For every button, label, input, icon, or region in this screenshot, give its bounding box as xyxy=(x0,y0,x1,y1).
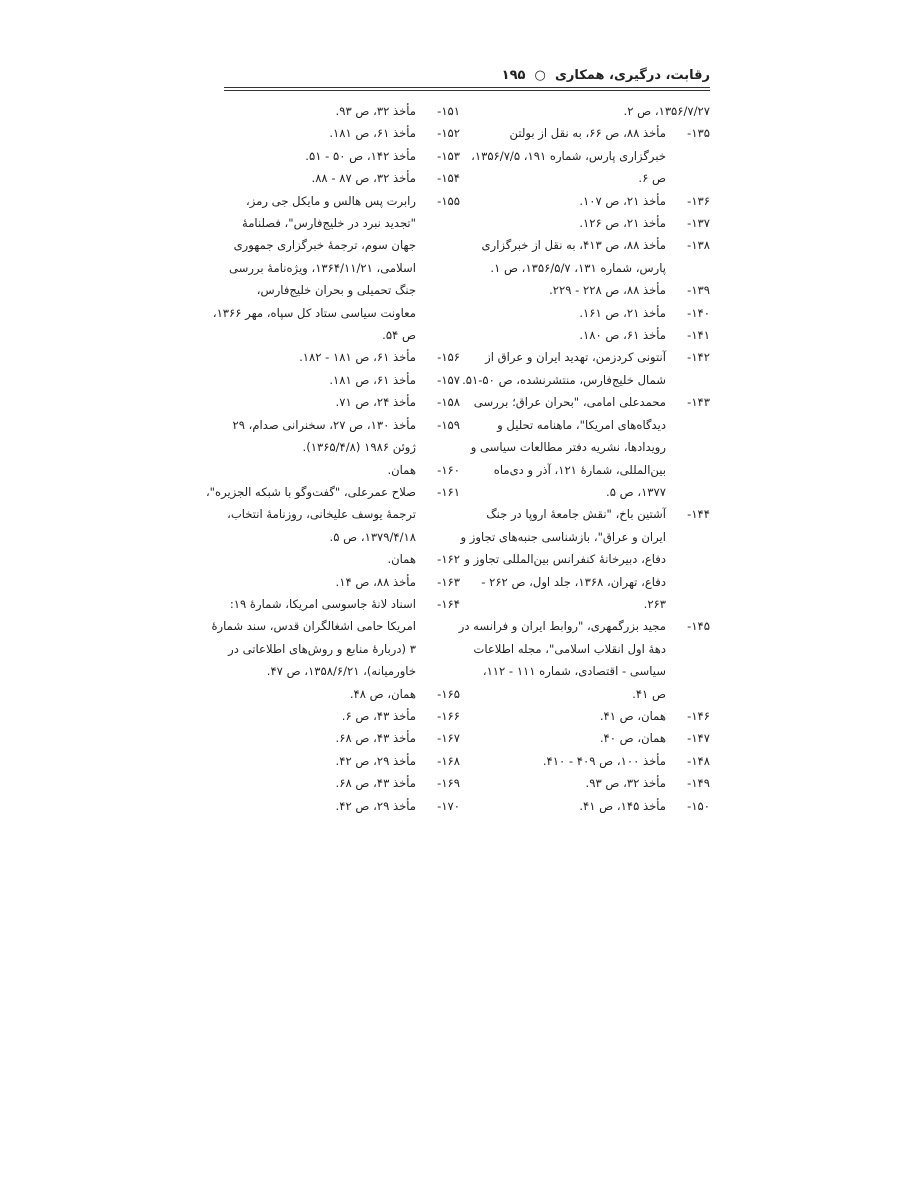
footnote-text: مأخذ ۶۱، ص ۱۸۰. xyxy=(579,328,666,343)
footnote-text: صلاح عمرعلی، "گفت‌وگو با شبکه الجزیره"، xyxy=(205,484,416,499)
footnote xyxy=(478,346,710,368)
footnote xyxy=(224,346,460,368)
footnote xyxy=(478,324,710,346)
footnote-text: مأخذ ۸۸، ص ۲۲۸ - ۲۲۹. xyxy=(549,283,666,298)
footnote-text: پارس، شماره ۱۳۱، ۱۳۵۶/۵/۷، ص ۱. xyxy=(490,260,666,275)
footnote-text: سیاسی - اقتصادی، شماره ۱۱۱ - ۱۱۲، xyxy=(482,664,666,679)
footnote-text: مأخذ ۳۲، ص ۹۳. xyxy=(585,776,666,791)
footnote-text: مأخذ ۸۸، ص ۶۶، به نقل از بولتن xyxy=(509,126,666,141)
footnote-text: ترجمهٔ یوسف علیخانی، روزنامهٔ انتخاب، xyxy=(227,507,416,522)
footnote-line xyxy=(224,660,460,682)
footnote-number: ۱۵۳- xyxy=(437,148,460,163)
footnote-text: ۱۳۷۹/۴/۱۸، ص ۵. xyxy=(329,529,416,544)
footnote-text: آنتونی کردزمن، تهدید ایران و عراق از xyxy=(485,350,666,365)
footnote-number: ۱۴۷- xyxy=(687,731,710,746)
footnote xyxy=(224,548,460,570)
footnote-text: معاونت سیاسی ستاد کل سپاه، مهر ۱۳۶۶، xyxy=(212,305,416,320)
footnote-text: مأخذ ۸۸، ص ۴۱۳، به نقل از خبرگزاری xyxy=(481,238,666,253)
footnote xyxy=(224,705,460,727)
footnote-text: ص ۵۴. xyxy=(382,328,416,343)
footnote xyxy=(224,190,460,212)
footnote-number: ۱۳۶- xyxy=(687,193,710,208)
header-rule xyxy=(224,90,710,91)
footnote xyxy=(478,705,710,727)
footnote xyxy=(224,459,460,481)
footnote-line xyxy=(460,526,710,548)
footnote-text: مأخذ ۱۰۰، ص ۴۰۹ - ۴۱۰. xyxy=(542,753,666,768)
footnote xyxy=(478,234,710,256)
footnote-number: ۱۶۵- xyxy=(437,686,460,701)
footnote-line xyxy=(224,526,460,548)
footnote-text: مأخذ ۳۲، ص ۸۷ - ۸۸. xyxy=(311,171,416,186)
footnote-text: ژوئن ۱۹۸۶ (۱۳۶۵/۴/۸). xyxy=(302,440,416,455)
footnote-text: مأخذ ۱۴۵، ص ۴۱. xyxy=(579,798,666,813)
footnote-text: ۲۶۳. xyxy=(643,596,666,611)
footnote-number: ۱۶۳- xyxy=(437,574,460,589)
footnote-line xyxy=(224,234,460,256)
footnote xyxy=(224,593,460,615)
footnote-text: امریکا حامی اشغالگران قدس، سند شمارهٔ xyxy=(211,619,416,634)
footnote xyxy=(478,795,710,817)
footnote-number: ۱۶۰- xyxy=(437,462,460,477)
footnote xyxy=(224,750,460,772)
footnote-line xyxy=(478,660,710,682)
footnote-number: ۱۴۱- xyxy=(687,328,710,343)
footnote-text: مأخذ ۲۴، ص ۷۱. xyxy=(335,395,416,410)
footnote-text: همان. xyxy=(387,552,416,567)
footnote-number: ۱۳۸- xyxy=(687,238,710,253)
footnote-line xyxy=(478,481,710,503)
footnote-number: ۱۳۹- xyxy=(687,283,710,298)
footnote-text: محمدعلی امامی، "بحران عراق؛ بررسی xyxy=(473,395,666,410)
footnote-number: ۱۵۰- xyxy=(687,798,710,813)
footnote-text: مأخذ ۶۱، ص ۱۸۱. xyxy=(329,126,416,141)
header-rule xyxy=(224,87,710,88)
footnote-number: ۱۶۶- xyxy=(437,708,460,723)
footnote-text: همان، ص ۴۰. xyxy=(599,731,666,746)
footnote-line xyxy=(478,257,710,279)
footnote-number: ۱۶۹- xyxy=(437,776,460,791)
footnote-text: جهان سوم، ترجمهٔ خبرگزاری جمهوری xyxy=(233,238,416,253)
footnote-text: خاورمیانه)، ۱۳۵۸/۶/۲۱، ص ۴۷. xyxy=(266,664,416,679)
footnote-number: ۱۵۲- xyxy=(437,126,460,141)
footnote-number: ۱۳۵- xyxy=(687,126,710,141)
footnote-line xyxy=(478,167,710,189)
footnote-line xyxy=(473,638,710,660)
footnote xyxy=(205,481,460,503)
footnote xyxy=(224,391,460,413)
footnote-number: ۱۴۰- xyxy=(687,305,710,320)
footnote-text: مأخذ ۴۳، ص ۶. xyxy=(341,708,416,723)
footnote-number: ۱۴۸- xyxy=(687,753,710,768)
footnote xyxy=(478,750,710,772)
footnote-line xyxy=(224,436,460,458)
footnote xyxy=(224,772,460,794)
footnote-line xyxy=(478,414,710,436)
footnote xyxy=(478,279,710,301)
footnote-line xyxy=(224,324,460,346)
footnote-line xyxy=(211,615,460,637)
footnote-text: مأخذ ۸۸، ص ۱۴. xyxy=(335,574,416,589)
footnote-number: ۱۶۱- xyxy=(437,484,460,499)
footnote-text: ص ۴۱. xyxy=(632,686,666,701)
footnote-text: ۱۳۷۷، ص ۵. xyxy=(606,484,666,499)
footnote-line xyxy=(478,459,710,481)
footnote-text: دههٔ اول انقلاب اسلامی"، مجله اطلاعات xyxy=(473,641,666,656)
footnote-text: ۳ (دربارهٔ منابع و روش‌های اطلاعاتی در xyxy=(228,641,416,656)
footnote-line xyxy=(471,145,710,167)
footnote-text: جنگ تحمیلی و بحران خلیج‌فارس، xyxy=(256,283,416,298)
footnote xyxy=(224,122,460,144)
footnote-number: ۱۳۷- xyxy=(687,216,710,231)
footnote-number: ۱۵۱- xyxy=(437,104,460,118)
footnote-text: خبرگزاری پارس، شماره ۱۹۱، ۱۳۵۶/۷/۵، xyxy=(471,148,666,163)
footnote-number: ۱۶۸- xyxy=(437,753,460,768)
notes-column-right xyxy=(458,100,710,817)
footnote xyxy=(478,122,710,144)
footnote-text: مأخذ ۲۱، ص ۱۰۷. xyxy=(579,193,666,208)
footnote-number: ۱۴۴- xyxy=(687,507,710,522)
footnote-text: مأخذ ۶۱، ص ۱۸۱. xyxy=(329,372,416,387)
footnote-number: ۱۴۶- xyxy=(687,708,710,723)
footnote xyxy=(224,727,460,749)
footnote-text: "تجدید نبرد در خلیج‌فارس"، فصلنامهٔ xyxy=(241,216,416,231)
footnote-text: مجید بزرگمهری، "روابط ایران و فرانسه در xyxy=(458,619,666,634)
footnote-number: ۱۶۷- xyxy=(437,731,460,746)
footnote-line xyxy=(464,548,710,570)
footnote-text: اسناد لانهٔ جاسوسی امریکا، شمارهٔ ۱۹: xyxy=(229,596,416,611)
footnote-line xyxy=(224,257,460,279)
footnote-text: اسلامی، ۱۳۶۴/۱۱/۲۱، ویژه‌نامهٔ بررسی xyxy=(229,260,416,275)
footnote-text: رویدادها، نشریه دفتر مطالعات سیاسی و xyxy=(470,440,666,455)
footnote-text: ۱۳۵۶/۷/۲۷، ص ۲. xyxy=(623,104,710,118)
footnote-text: آشتین باخ، "نقش جامعهٔ اروپا در جنگ xyxy=(486,507,666,522)
footnote-number: ۱۵۹- xyxy=(437,417,460,432)
footnote-text: دیدگاه‌های امریکا"، ماهنامه تحلیل و xyxy=(497,417,666,432)
footnote-number: ۱۵۸- xyxy=(437,395,460,410)
footnote-text: دفاع، دبیرخانهٔ کنفرانس بین‌المللی تجاوز و xyxy=(464,552,666,567)
footnote xyxy=(478,503,710,525)
footnote-number: ۱۵۵- xyxy=(437,193,460,208)
footnote-text: بین‌المللی، شمارهٔ ۱۲۱، آذر و دی‌ماه xyxy=(493,462,666,477)
header-separator-circle: ○ xyxy=(530,68,551,83)
footnote xyxy=(473,391,710,413)
footnote-text: مأخذ ۶۱، ص ۱۸۱ - ۱۸۲. xyxy=(299,350,416,365)
footnote-text: مأخذ ۴۳، ص ۶۸. xyxy=(335,776,416,791)
footnote-text: شمال خلیج‌فارس، منتشرنشده، ص ۵۰-۵۱. xyxy=(462,372,666,387)
footnote-text: مأخذ ۲۹، ص ۴۲. xyxy=(335,798,416,813)
footnote xyxy=(224,571,460,593)
page-header xyxy=(224,68,710,96)
footnote-text: دفاع، تهران، ۱۳۶۸، جلد اول، ص ۲۶۲ - xyxy=(481,574,666,589)
footnote-text: مأخذ ۴۳، ص ۶۸. xyxy=(335,731,416,746)
footnote-number: ۱۴۵- xyxy=(687,619,710,634)
footnote-number: ۱۴۳- xyxy=(687,395,710,410)
page-number: ۱۹۵ xyxy=(501,68,526,83)
footnote xyxy=(224,145,460,167)
footnote-line xyxy=(478,571,710,593)
footnote-line xyxy=(478,683,710,705)
footnote-text: رابرت پس هالس و مایکل جی رمز، xyxy=(246,193,416,208)
footnote-number: ۱۵۴- xyxy=(437,171,460,186)
footnote-line xyxy=(224,503,460,525)
footnote-text: مأخذ ۲۱، ص ۱۶۱. xyxy=(579,305,666,320)
footnote xyxy=(224,414,460,436)
footnote-text: مأخذ ۲۱، ص ۱۲۶. xyxy=(579,216,666,231)
footnote-text: ایران و عراق"، بازشناسی جنبه‌های تجاوز و xyxy=(460,529,666,544)
footnote-line xyxy=(462,369,710,391)
footnote-text: مأخذ ۲۹، ص ۴۲. xyxy=(335,753,416,768)
notes-column-left xyxy=(205,100,460,817)
footnote xyxy=(478,190,710,212)
footnote-number: ۱۷۰- xyxy=(437,798,460,813)
footnote-text: همان. xyxy=(387,462,416,477)
footnote-line xyxy=(224,279,460,301)
footnote xyxy=(478,100,710,122)
footnote xyxy=(224,683,460,705)
running-header xyxy=(502,68,710,83)
footnote xyxy=(224,369,460,391)
footnote-text: مأخذ ۳۲، ص ۹۳. xyxy=(335,104,416,118)
footnote xyxy=(224,100,460,122)
footnote-text: ص ۶. xyxy=(638,171,666,186)
footnote-text: همان، ص ۴۱. xyxy=(599,708,666,723)
footnote xyxy=(224,167,460,189)
footnote-text: مأخذ ۱۴۲، ص ۵۰ - ۵۱. xyxy=(305,148,416,163)
header-title: رقابت، درگیری، همکاری xyxy=(554,68,710,83)
footnote-number: ۱۴۹- xyxy=(687,776,710,791)
footnote xyxy=(478,727,710,749)
footnote-number: ۱۶۲- xyxy=(437,552,460,567)
footnote-line xyxy=(470,436,710,458)
footnote xyxy=(458,615,710,637)
footnote-line xyxy=(224,212,460,234)
footnote-number: ۱۴۲- xyxy=(687,350,710,365)
footnote-line xyxy=(478,593,710,615)
footnote xyxy=(478,772,710,794)
footnote-line xyxy=(212,302,460,324)
footnote-number: ۱۵۷- xyxy=(437,372,460,387)
footnote xyxy=(478,302,710,324)
footnote xyxy=(478,212,710,234)
footnote-text: مأخذ ۱۳۰، ص ۲۷، سخنرانی صدام، ۲۹ xyxy=(232,417,416,432)
footnote-number: ۱۶۴- xyxy=(437,596,460,611)
footnote xyxy=(224,795,460,817)
footnote-number: ۱۵۶- xyxy=(437,350,460,365)
footnote-text: همان، ص ۴۸. xyxy=(349,686,416,701)
footnote-line xyxy=(224,638,460,660)
